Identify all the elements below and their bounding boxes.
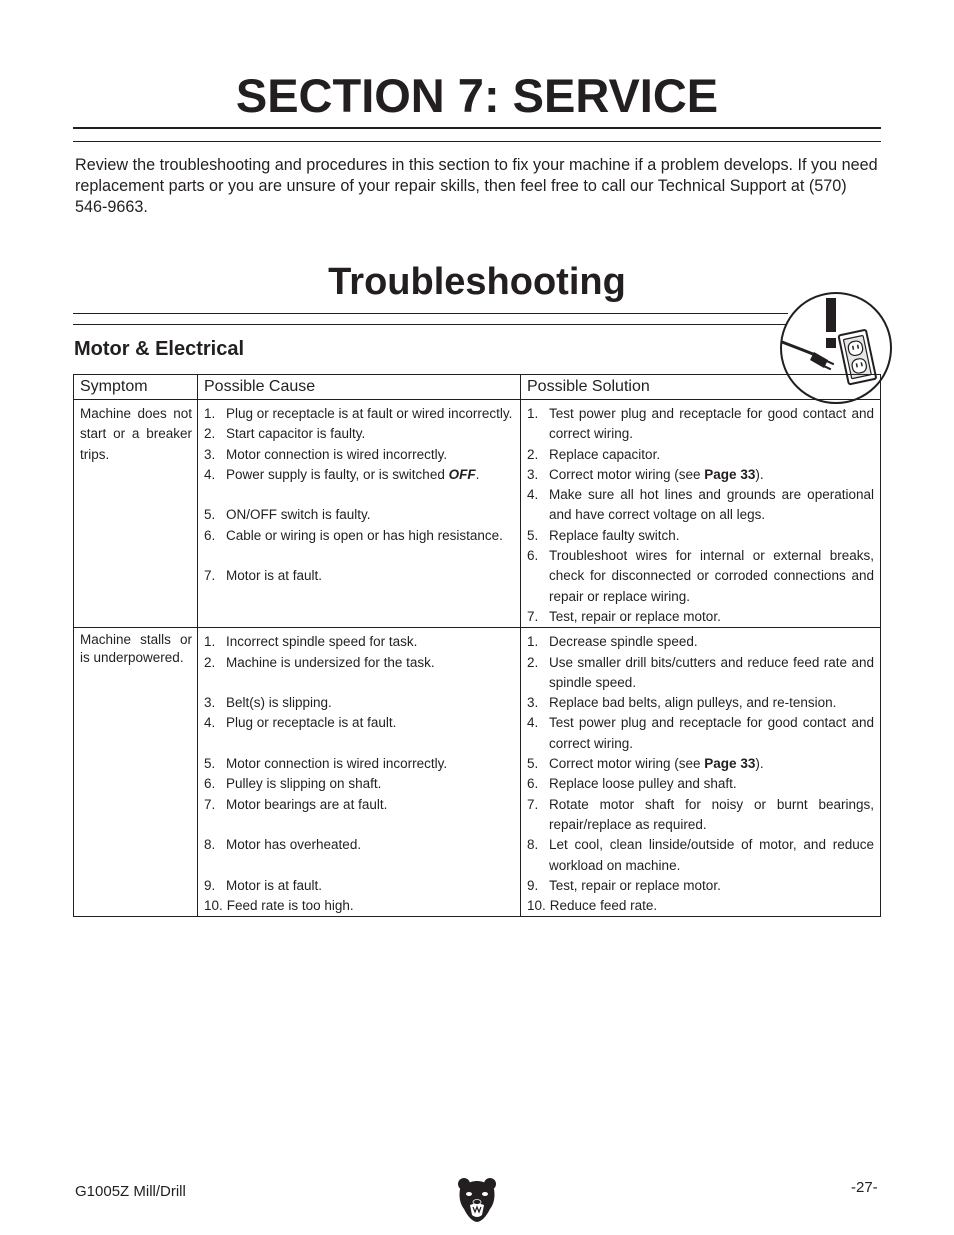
list-item: 3. Motor connection is wired incorrectly.	[204, 446, 448, 462]
troubleshooting-table	[73, 374, 881, 917]
symptom-cell: Machine stalls or is underpowered.	[74, 628, 198, 917]
table-row	[74, 400, 881, 628]
troubleshooting-title: Troubleshooting	[328, 261, 626, 303]
list-item: 1. Incorrect spindle speed for task.	[204, 634, 418, 650]
troubleshooting-rule-top	[73, 313, 788, 314]
motor-electrical-subhead: Motor & Electrical	[74, 338, 245, 360]
intro-paragraph: Review the troubleshooting and procedures in this section to fix your machine if a problem develops. If you need replacement parts or you are unsure of your repair skills, then feel free to call our Technical Support at (570) 546-9663.	[75, 156, 878, 216]
list-item: 7. Motor is at fault.	[204, 568, 323, 584]
list-item: 6. Replace loose pulley and shaft.	[527, 776, 737, 792]
cause-cell	[198, 400, 521, 628]
list-item: 2. Use smaller drill bits/cutters and reduce feed rate and spindle speed.	[527, 654, 874, 690]
list-item: 9. Test, repair or replace motor.	[527, 877, 721, 893]
list-item: 1. Test power plug and receptacle for good contact and correct wiring.	[527, 406, 874, 442]
list-item: 4. Plug or receptacle is at fault.	[204, 715, 397, 731]
header-possible-solution: Possible Solution	[521, 375, 881, 400]
list-item: 2. Start capacitor is faulty.	[204, 426, 366, 442]
list-item: 1. Decrease spindle speed.	[527, 634, 698, 650]
solution-cell	[521, 400, 881, 628]
list-item: 2. Machine is undersized for the task.	[204, 654, 435, 670]
list-item: 7. Test, repair or replace motor.	[527, 608, 721, 624]
list-item: 6. Cable or wiring is open or has high resistance.	[204, 527, 503, 543]
header-possible-cause: Possible Cause	[198, 375, 521, 400]
table-row	[74, 628, 881, 917]
solution-cell	[521, 628, 881, 917]
cause-cell	[198, 628, 521, 917]
list-item: 3. Correct motor wiring (see Page 33).	[527, 466, 764, 482]
list-item: 6. Troubleshoot wires for internal or external breaks, check for disconnected or corroded connections and repair or replace wiring.	[527, 548, 874, 604]
title-rule-thick	[73, 127, 881, 129]
table-header-row	[74, 375, 881, 400]
list-item: 10. Reduce feed rate.	[527, 898, 658, 914]
list-item: 10. Feed rate is too high.	[204, 898, 354, 914]
footer-model: G1005Z Mill/Drill	[75, 1183, 186, 1200]
grizzly-bear-logo-icon	[456, 1177, 498, 1223]
list-item: 9. Motor is at fault.	[204, 877, 323, 893]
list-item: 5. Replace faulty switch.	[527, 527, 680, 543]
list-item: 3. Replace bad belts, align pulleys, and re-tension.	[527, 695, 837, 711]
list-item: 6. Pulley is slipping on shaft.	[204, 776, 382, 792]
list-item: 2. Replace capacitor.	[527, 446, 661, 462]
list-item: 4. Power supply is faulty, or is switched OFF.	[204, 466, 480, 482]
title-rule-thin	[73, 141, 881, 142]
troubleshooting-rule-bottom	[73, 324, 788, 325]
list-item: 7. Motor bearings are at fault.	[204, 796, 388, 812]
list-item: 4. Make sure all hot lines and grounds are operational and have correct voltage on all legs.	[527, 487, 874, 523]
header-symptom: Symptom	[74, 375, 198, 400]
footer-page-number: -27-	[851, 1179, 878, 1196]
list-item: 8. Motor has overheated.	[204, 837, 362, 853]
section-title: SECTION 7: SERVICE	[235, 69, 719, 122]
list-item: 7. Rotate motor shaft for noisy or burnt bearings, repair/replace as required.	[527, 796, 874, 832]
list-item: 3. Belt(s) is slipping.	[204, 695, 332, 711]
list-item: 4. Test power plug and receptacle for good contact and correct wiring.	[527, 715, 874, 751]
list-item: 8. Let cool, clean linside/outside of motor, and reduce workload on machine.	[527, 837, 874, 873]
symptom-cell: Machine does not start or a breaker trips.	[74, 400, 198, 628]
list-item: 5. Correct motor wiring (see Page 33).	[527, 756, 764, 772]
list-item: 5. Motor connection is wired incorrectly.	[204, 756, 448, 772]
list-item: 1. Plug or receptacle is at fault or wired incorrectly.	[204, 406, 513, 421]
list-item: 5. ON/OFF switch is faulty.	[204, 507, 371, 523]
